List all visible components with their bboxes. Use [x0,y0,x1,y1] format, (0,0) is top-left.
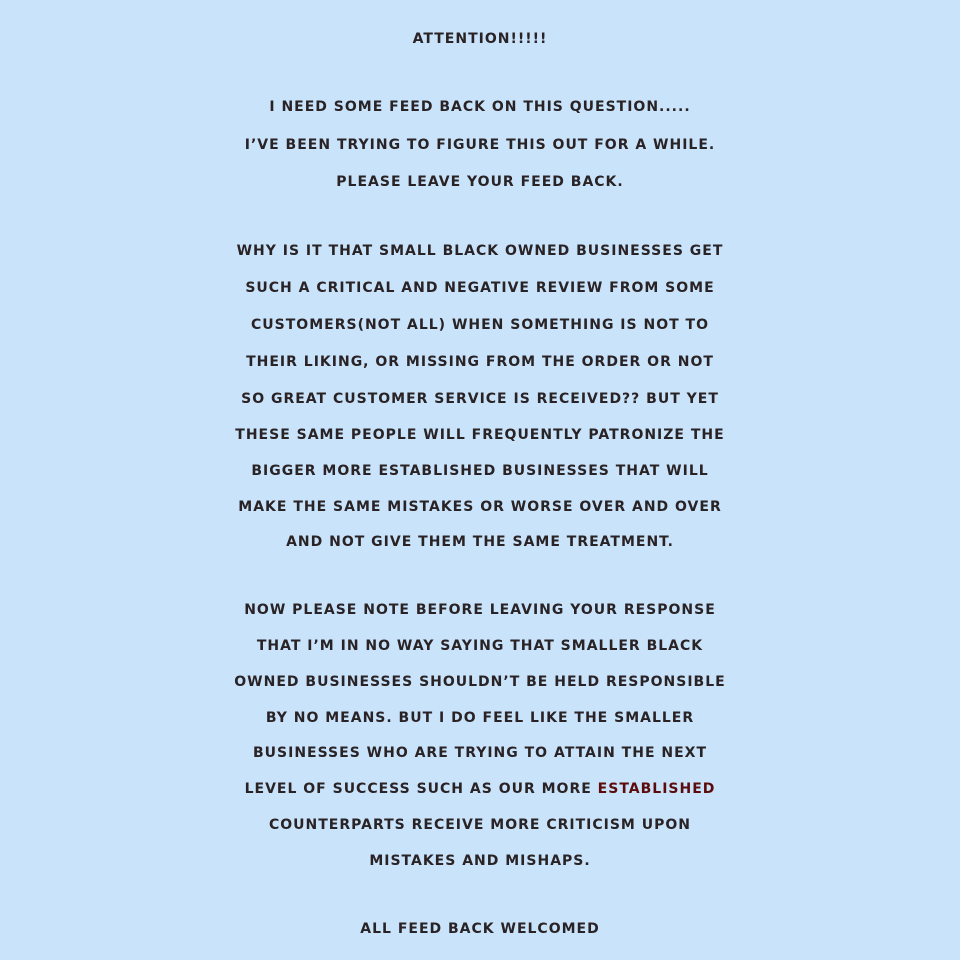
note-line: OWNED BUSINESSES SHOULDN’T BE HELD RESPONSIBLE [234,674,726,690]
note-line: NOW PLEASE NOTE BEFORE LEAVING YOUR RESPONSE [244,602,716,618]
note-line: BY NO MEANS. BUT I DO FEEL LIKE THE SMALLER [265,710,695,726]
note-line-text: LEVEL OF SUCCESS SUCH AS OUR MORE [244,781,598,797]
note-line: BUSINESSES WHO ARE TRYING TO ATTAIN THE NEXT [252,745,708,761]
intro-line: I’VE BEEN TRYING TO FIGURE THIS OUT FOR A WHILE. [244,137,716,153]
intro-line: I NEED SOME FEED BACK ON THIS QUESTION..... [269,99,691,115]
question-line: SUCH A CRITICAL AND NEGATIVE REVIEW FROM SOME [245,280,715,296]
highlighted-word: ESTABLISHED [597,781,716,797]
note-line-with-highlight [0,770,960,808]
note-line: COUNTERPARTS RECEIVE MORE CRITICISM UPON [269,817,691,833]
question-line: CUSTOMERS(NOT ALL) WHEN SOMETHING IS NOT TO [251,317,709,333]
question-line: BIGGER MORE ESTABLISHED BUSINESSES THAT WILL [251,463,709,479]
note-line: THAT I’M IN NO WAY SAYING THAT SMALLER BLACK [256,638,704,654]
question-line: THESE SAME PEOPLE WILL FREQUENTLY PATRONIZE THE [235,427,725,443]
question-line: THEIR LIKING, OR MISSING FROM THE ORDER OR NOT [246,354,714,370]
closing-line: ALL FEED BACK WELCOMED [360,921,600,937]
question-line: WHY IS IT THAT SMALL BLACK OWNED BUSINESSES GET [236,243,724,259]
question-line: AND NOT GIVE THEM THE SAME TREATMENT. [286,534,674,550]
question-line: MAKE THE SAME MISTAKES OR WORSE OVER AND OVER [238,499,722,515]
note-line: MISTAKES AND MISHAPS. [369,853,591,869]
intro-line: PLEASE LEAVE YOUR FEED BACK. [336,174,624,190]
post-heading: ATTENTION!!!!! [412,31,548,47]
question-line: SO GREAT CUSTOMER SERVICE IS RECEIVED?? BUT YET [241,391,719,407]
